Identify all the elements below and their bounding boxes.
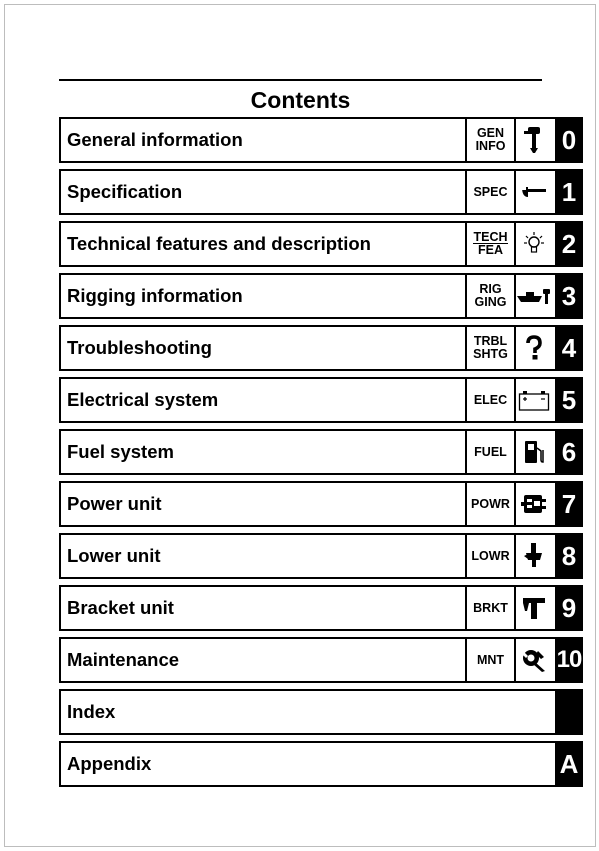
toc-row-troubleshooting[interactable] — [59, 325, 583, 371]
section-code — [465, 119, 516, 161]
spec-gauge-icon — [512, 171, 555, 213]
section-code — [465, 275, 516, 317]
toc-row-fuel-system[interactable] — [59, 429, 583, 475]
toc-row-index[interactable] — [59, 689, 583, 735]
toc-row-specification[interactable] — [59, 169, 583, 215]
section-number: 6 — [555, 429, 583, 475]
toc-row-general-information[interactable] — [59, 117, 583, 163]
section-code-line1: LOWR — [471, 548, 510, 563]
toc-label: Appendix — [67, 753, 152, 774]
section-number: 7 — [555, 481, 583, 527]
section-code-line1: POWR — [471, 496, 510, 511]
section-number: 2 — [555, 221, 583, 267]
section-code-line1: TECH — [473, 230, 508, 244]
section-number: A — [555, 741, 583, 787]
toc-label: Specification — [67, 181, 183, 202]
toc-label: Fuel system — [67, 441, 174, 462]
light-bulb-icon — [512, 223, 555, 265]
wrench-icon — [512, 639, 555, 681]
section-code — [465, 639, 516, 681]
section-code-line1: FUEL — [474, 444, 507, 459]
toc-row-electrical-system[interactable] — [59, 377, 583, 423]
section-code — [465, 223, 516, 265]
section-code-line1: MNT — [476, 652, 505, 667]
section-number — [555, 689, 583, 735]
toc-label: General information — [67, 129, 243, 150]
section-code-line2: GING — [474, 295, 507, 309]
page-title: Contents — [250, 87, 351, 113]
toc-row-power-unit[interactable] — [59, 481, 583, 527]
section-code-line1: GEN — [476, 126, 505, 140]
toc-row-bracket-unit[interactable] — [59, 585, 583, 631]
toc-row-rigging-information[interactable] — [59, 273, 583, 319]
toc-label: Index — [67, 701, 116, 722]
section-number: 10 — [555, 637, 583, 683]
toc-row-appendix[interactable] — [59, 741, 583, 787]
bracket-icon — [512, 587, 555, 629]
toc-label: Bracket unit — [67, 597, 174, 618]
toc-label: Troubleshooting — [67, 337, 212, 358]
section-code-line2: INFO — [475, 139, 506, 153]
section-number: 0 — [555, 117, 583, 163]
section-code-line1: RIG — [479, 282, 502, 296]
section-code-line1: TRBL — [473, 334, 508, 348]
section-code-line1: SPEC — [473, 184, 508, 199]
outboard-motor-icon — [512, 119, 555, 161]
section-code — [465, 535, 516, 577]
battery-icon — [512, 379, 555, 421]
engine-block-icon — [512, 483, 555, 525]
section-number: 9 — [555, 585, 583, 631]
section-code — [465, 587, 516, 629]
section-code — [465, 327, 516, 369]
toc-label: Maintenance — [67, 649, 180, 670]
toc-row-technical-features[interactable] — [59, 221, 583, 267]
toc-label: Electrical system — [67, 389, 219, 410]
toc-label: Power unit — [67, 493, 162, 514]
section-code — [465, 483, 516, 525]
toc-label: Technical features and description — [67, 233, 371, 254]
toc-label: Lower unit — [67, 545, 161, 566]
section-number: 5 — [555, 377, 583, 423]
top-rule — [59, 79, 542, 81]
toc-row-maintenance[interactable] — [59, 637, 583, 683]
section-code-line1: BRKT — [473, 600, 508, 615]
toc-label: Rigging information — [67, 285, 243, 306]
boat-icon — [512, 275, 555, 317]
section-code-line2: FEA — [478, 243, 503, 257]
section-number: 4 — [555, 325, 583, 371]
section-number: 1 — [555, 169, 583, 215]
section-number: 8 — [555, 533, 583, 579]
section-code — [465, 431, 516, 473]
question-mark-icon — [512, 327, 555, 369]
toc-row-lower-unit[interactable] — [59, 533, 583, 579]
lower-unit-icon — [512, 535, 555, 577]
section-code-line2: SHTG — [473, 347, 508, 361]
section-code — [465, 171, 516, 213]
fuel-pump-icon — [512, 431, 555, 473]
section-number: 3 — [555, 273, 583, 319]
section-code — [465, 379, 516, 421]
section-code-line1: ELEC — [473, 392, 508, 407]
